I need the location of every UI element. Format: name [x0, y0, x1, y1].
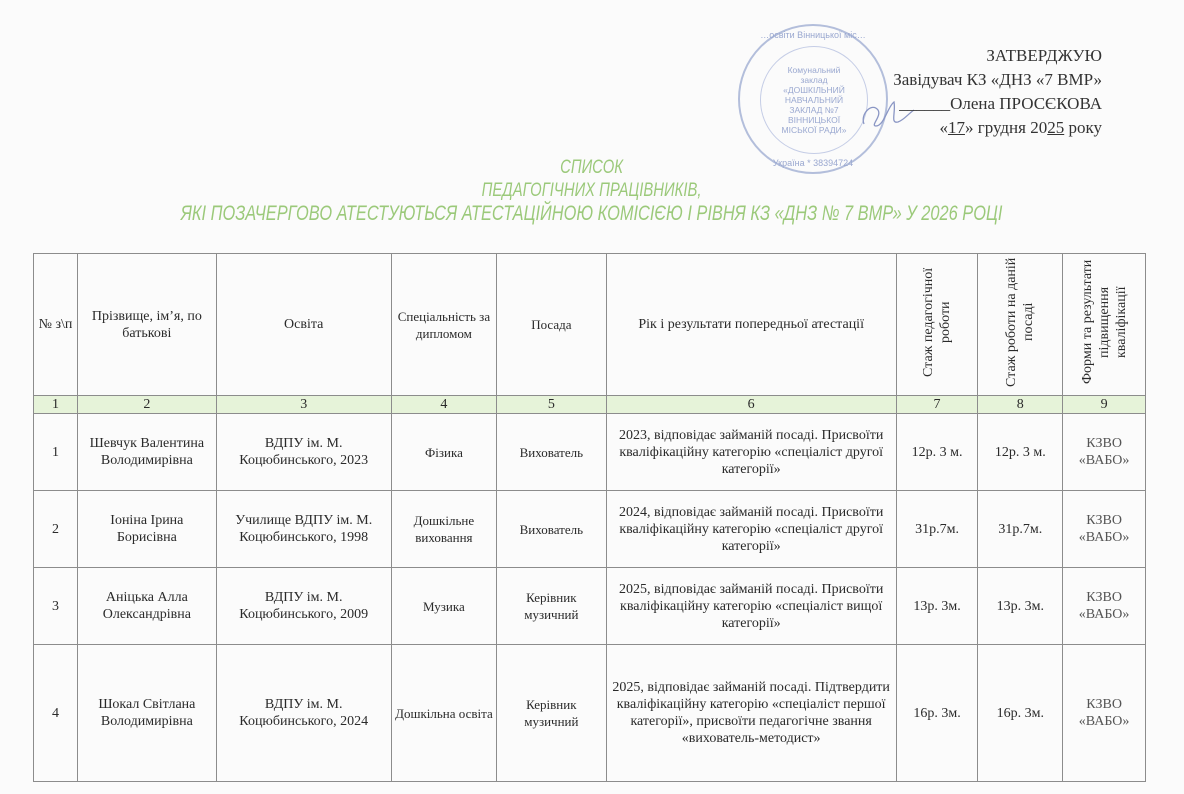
signatory-name: Олена ПРОСЄКОВА — [950, 94, 1102, 113]
stamp-line: ЗАКЛАД №7 — [789, 105, 839, 115]
cell-teaching-experience: 12р. 3 м. — [896, 414, 978, 491]
column-number-row — [34, 396, 1146, 414]
table-header-row — [34, 254, 1146, 396]
cell-qualification: КЗВО «ВАБО» — [1063, 645, 1146, 782]
cell-position: Керівник музичний — [497, 568, 607, 645]
date-day: 17 — [947, 118, 965, 137]
cell-specialty: Музика — [391, 568, 496, 645]
cell-previous-attestation: 2025, відповідає займаній посаді. Присвоїти кваліфікаційну категорію «спеціаліст вищої категорії» — [606, 568, 896, 645]
column-number: 9 — [1063, 396, 1146, 414]
title-line-2: ПЕДАГОГІЧНИХ ПРАЦІВНИКІВ, — [481, 180, 702, 201]
date-year: 25 — [1047, 118, 1065, 137]
cell-qualification: КЗВО «ВАБО» — [1063, 491, 1146, 568]
header-teaching-experience-label: Стаж педагогічної роботи — [921, 267, 954, 377]
approval-heading: ЗАТВЕРДЖУЮ — [986, 46, 1102, 65]
stamp-line: ВІННИЦЬКОЇ — [787, 115, 841, 125]
cell-name: Аніцька Алла Олександрівна — [78, 568, 217, 645]
column-number: 3 — [216, 396, 391, 414]
cell-education: ВДПУ ім. М. Коцюбинського, 2009 — [216, 568, 391, 645]
approval-block — [893, 44, 1102, 140]
cell-position: Вихователь — [497, 414, 607, 491]
cell-specialty: Дошкільна освіта — [391, 645, 496, 782]
date-suffix: року — [1068, 118, 1102, 137]
cell-education: ВДПУ ім. М. Коцюбинського, 2024 — [216, 645, 391, 782]
cell-previous-attestation: 2024, відповідає займаній посаді. Присвоїти кваліфікаційну категорію «спеціаліст другої категорії» — [606, 491, 896, 568]
cell-position: Керівник музичний — [497, 645, 607, 782]
column-number: 6 — [606, 396, 896, 414]
column-number: 2 — [78, 396, 217, 414]
column-number: 5 — [497, 396, 607, 414]
cell-position-experience: 13р. 3м. — [978, 568, 1063, 645]
title-line-1: СПИСОК — [560, 157, 623, 178]
stamp-center — [760, 46, 868, 154]
header-education: Освіта — [216, 254, 391, 396]
document-title — [130, 156, 1054, 225]
cell-position-experience: 12р. 3 м. — [978, 414, 1063, 491]
cell-position: Вихователь — [497, 491, 607, 568]
header-previous-attestation: Рік і результати попередньої атестації — [606, 254, 896, 396]
cell-education: Училище ВДПУ ім. М. Коцюбинського, 1998 — [216, 491, 391, 568]
approval-position: Завідувач КЗ «ДНЗ «7 ВМР» — [893, 70, 1102, 89]
column-number: 1 — [34, 396, 78, 414]
cell-specialty: Дошкільне виховання — [391, 491, 496, 568]
header-teaching-experience — [896, 254, 978, 396]
approval-date — [893, 116, 1102, 140]
stamp-ring-bottom: Україна * 38394724 — [772, 158, 854, 168]
cell-num: 3 — [34, 568, 78, 645]
cell-teaching-experience: 13р. 3м. — [896, 568, 978, 645]
approval-signatory: ______Олена ПРОСЄКОВА — [899, 94, 1102, 113]
stamp-line: НАВЧАЛЬНИЙ — [784, 95, 844, 105]
title-line-3: ЯКІ ПОЗАЧЕРГОВО АТЕСТУЮТЬСЯ АТЕСТАЦІЙНОЮ КОМІСІЄЮ І РІВНЯ КЗ «ДНЗ № 7 ВМР» У 2026 РОЦІ — [180, 202, 1003, 225]
header-specialty: Спеціальність за дипломом — [391, 254, 496, 396]
stamp-line: МІСЬКОЇ РАДИ» — [781, 125, 847, 135]
table-row — [34, 645, 1146, 782]
header-num: № з\п — [34, 254, 78, 396]
stamp-line: Комунальний — [787, 65, 841, 75]
header-name: Прізвище, ім’я, по батькові — [78, 254, 217, 396]
header-position-experience — [978, 254, 1063, 396]
cell-teaching-experience: 16р. 3м. — [896, 645, 978, 782]
column-number: 8 — [978, 396, 1063, 414]
cell-previous-attestation: 2023, відповідає займаній посаді. Присвоїти кваліфікаційну категорію «спеціаліст другої категорії» — [606, 414, 896, 491]
table-row — [34, 491, 1146, 568]
cell-num: 2 — [34, 491, 78, 568]
cell-qualification: КЗВО «ВАБО» — [1063, 414, 1146, 491]
cell-num: 1 — [34, 414, 78, 491]
header-position-experience-label: Стаж роботи на даній посаді — [1004, 257, 1037, 387]
cell-name: Іоніна Ірина Борисівна — [78, 491, 217, 568]
header-qualification — [1063, 254, 1146, 396]
cell-position-experience: 16р. 3м. — [978, 645, 1063, 782]
stamp-ring-top: …освіти Вінницької міс… — [760, 30, 866, 40]
cell-position-experience: 31р.7м. — [978, 491, 1063, 568]
table-row — [34, 568, 1146, 645]
cell-qualification: КЗВО «ВАБО» — [1063, 568, 1146, 645]
cell-specialty: Фізика — [391, 414, 496, 491]
stamp-line: «ДОШКІЛЬНИЙ — [783, 85, 845, 95]
column-number: 7 — [896, 396, 978, 414]
cell-teaching-experience: 31р.7м. — [896, 491, 978, 568]
cell-name: Шокал Світлана Володимирівна — [78, 645, 217, 782]
date-mid: » грудня 20 — [964, 118, 1048, 137]
table-row — [34, 414, 1146, 491]
date-prefix: « — [939, 118, 948, 137]
header-qualification-label: Форми та результати підвищення кваліфікації — [1079, 259, 1129, 385]
cell-education: ВДПУ ім. М. Коцюбинського, 2023 — [216, 414, 391, 491]
teachers-table — [33, 253, 1146, 782]
cell-name: Шевчук Валентина Володимирівна — [78, 414, 217, 491]
header-position: Посада — [497, 254, 607, 396]
stamp-line: заклад — [800, 75, 828, 85]
column-number: 4 — [391, 396, 496, 414]
cell-num: 4 — [34, 645, 78, 782]
cell-previous-attestation: 2025, відповідає займаній посаді. Підтвердити кваліфікаційну категорію «спеціаліст першої категорії», присвоїти педагогічне звання «вихователь-методист» — [606, 645, 896, 782]
